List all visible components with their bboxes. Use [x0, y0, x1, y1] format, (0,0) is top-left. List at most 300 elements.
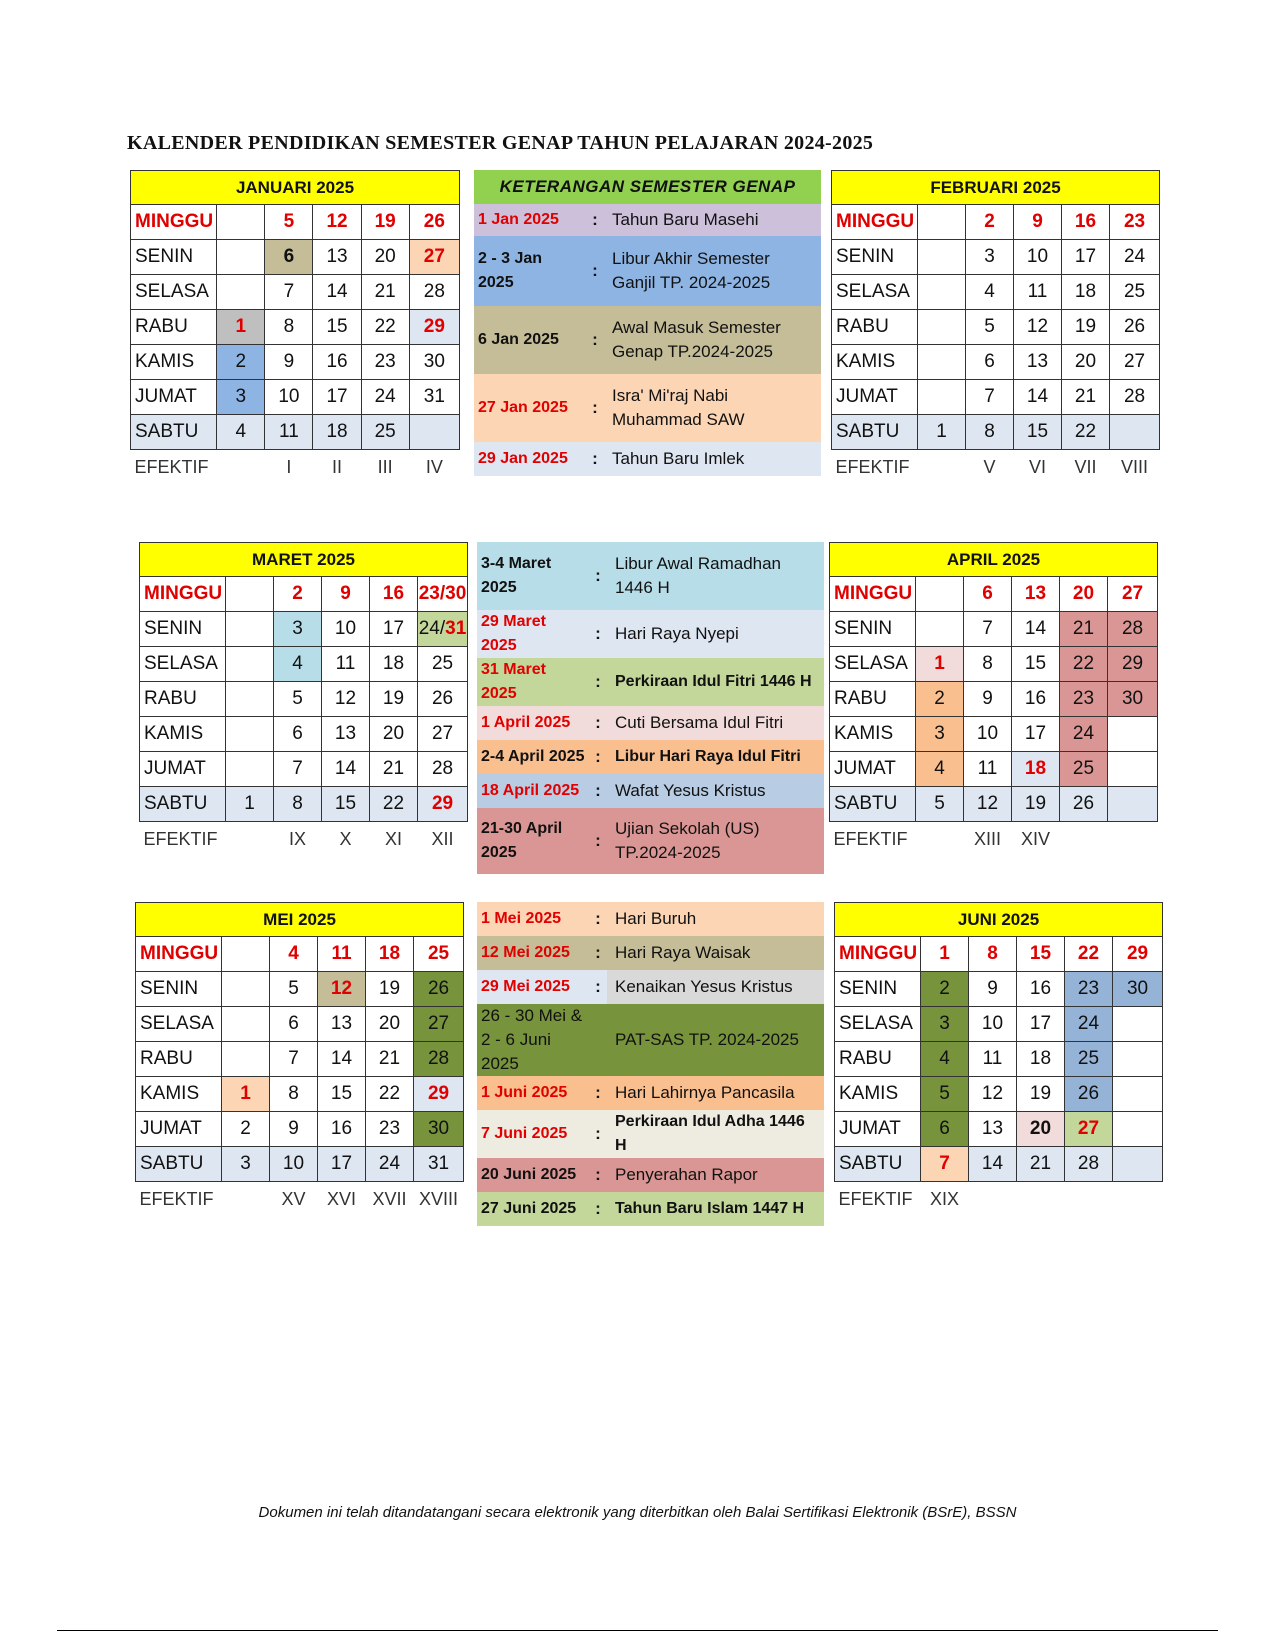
date-cell: 4	[921, 1042, 969, 1077]
week-number: XVIII	[414, 1182, 464, 1217]
date-cell: 2	[916, 682, 964, 717]
efektif-label: EFEKTIF	[140, 822, 226, 857]
minggu-label: MINGGU	[830, 577, 916, 612]
date-cell: 10	[322, 612, 370, 647]
week-number: XIX	[921, 1182, 969, 1217]
legend-date: 20 Juni 2025	[477, 1158, 589, 1192]
date-cell: 19	[370, 682, 418, 717]
date-cell: 13	[318, 1007, 366, 1042]
weekday-label: SELASA	[131, 275, 217, 310]
weekday-label: SABTU	[835, 1147, 921, 1182]
date-cell: 15	[1012, 647, 1060, 682]
week-number: XIII	[964, 822, 1012, 857]
date-cell: 22	[366, 1077, 414, 1112]
date-cell: 22	[361, 310, 409, 345]
date-cell	[226, 717, 274, 752]
legend-separator: :	[589, 1076, 607, 1110]
legend-date: 26 - 30 Mei & 2 - 6 Juni 2025	[477, 1004, 589, 1076]
date-cell	[1108, 752, 1158, 787]
weekday-label: SABTU	[832, 415, 918, 450]
date-cell: 9	[265, 345, 313, 380]
date-cell: 4	[217, 415, 265, 450]
date-cell: 5	[274, 682, 322, 717]
date-cell	[918, 275, 966, 310]
date-cell: 24	[366, 1147, 414, 1182]
sunday-date	[226, 577, 274, 612]
weekday-label: SELASA	[136, 1007, 222, 1042]
date-cell: 2	[222, 1112, 270, 1147]
legend-januari-februari	[474, 170, 821, 476]
calendar-maret	[139, 542, 468, 856]
footer-note: Dokumen ini telah ditandatangani secara elektronik yang diterbitkan oleh Balai Sertifikasi Elektronik (BSrE), BSSN	[258, 1504, 1017, 1521]
legend-separator: :	[589, 774, 607, 808]
date-cell: 16	[313, 345, 361, 380]
weekday-label: RABU	[832, 310, 918, 345]
date-cell: 1	[217, 310, 265, 345]
date-cell: 29	[409, 310, 459, 345]
date-cell: 19	[1062, 310, 1110, 345]
week-number	[217, 450, 265, 485]
weekday-label: RABU	[835, 1042, 921, 1077]
week-number: I	[265, 450, 313, 485]
date-cell	[1113, 1112, 1163, 1147]
date-cell	[226, 647, 274, 682]
sunday-date: 11	[318, 937, 366, 972]
legend-separator: :	[589, 936, 607, 970]
legend-text: Cuti Bersama Idul Fitri	[607, 706, 824, 740]
date-cell: 14	[1014, 380, 1062, 415]
legend-date: 29 Jan 2025	[474, 442, 586, 476]
legend-text: Tahun Baru Islam 1447 H	[607, 1192, 824, 1226]
legend-separator: :	[586, 442, 604, 476]
legend-text: Perkiraan Idul Fitri 1446 H	[607, 658, 824, 706]
date-cell	[1113, 1147, 1163, 1182]
weekday-label: KAMIS	[140, 717, 226, 752]
legend-text: Kenaikan Yesus Kristus	[607, 970, 824, 1004]
date-cell: 19	[1012, 787, 1060, 822]
legend-separator	[589, 1004, 607, 1076]
date-cell: 29	[418, 787, 468, 822]
legend-date: 21-30 April 2025	[477, 808, 589, 874]
date-cell	[409, 415, 459, 450]
legend-separator: :	[589, 740, 607, 774]
week-number: VII	[1062, 450, 1110, 485]
date-cell: 19	[1017, 1077, 1065, 1112]
legend-text: Ujian Sekolah (US) TP.2024-2025	[607, 808, 824, 874]
date-cell: 24	[1065, 1007, 1113, 1042]
date-cell	[918, 380, 966, 415]
date-cell	[1108, 717, 1158, 752]
weekday-label: SENIN	[131, 240, 217, 275]
sunday-date: 12	[313, 205, 361, 240]
sunday-date: 23/30	[418, 577, 468, 612]
legend-date: 18 April 2025	[477, 774, 589, 808]
date-cell: 3	[222, 1147, 270, 1182]
weekday-label: RABU	[136, 1042, 222, 1077]
legend-text: Tahun Baru Masehi	[604, 204, 821, 236]
date-cell: 19	[366, 972, 414, 1007]
date-cell: 3	[274, 612, 322, 647]
weekday-label: JUMAT	[832, 380, 918, 415]
date-cell: 11	[964, 752, 1012, 787]
week-number: X	[322, 822, 370, 857]
date-cell: 12	[964, 787, 1012, 822]
date-cell: 7	[274, 752, 322, 787]
legend-date: 12 Mei 2025	[477, 936, 589, 970]
weekday-label: SENIN	[830, 612, 916, 647]
weekday-label: SABTU	[136, 1147, 222, 1182]
date-cell: 8	[964, 647, 1012, 682]
week-number: XII	[418, 822, 468, 857]
date-cell: 13	[313, 240, 361, 275]
date-cell: 8	[274, 787, 322, 822]
weekday-label: RABU	[131, 310, 217, 345]
date-cell: 28	[1108, 612, 1158, 647]
weekday-label: JUMAT	[830, 752, 916, 787]
date-cell: 3	[217, 380, 265, 415]
date-cell: 17	[313, 380, 361, 415]
legend-date: 27 Juni 2025	[477, 1192, 589, 1226]
weekday-label: SENIN	[140, 612, 226, 647]
date-cell: 29	[414, 1077, 464, 1112]
weekday-label: SABTU	[131, 415, 217, 450]
date-cell: 23	[361, 345, 409, 380]
date-cell: 4	[274, 647, 322, 682]
date-cell: 3	[921, 1007, 969, 1042]
date-cell: 26	[1065, 1077, 1113, 1112]
sunday-date	[217, 205, 265, 240]
footer-rule	[57, 1630, 1218, 1631]
date-cell: 28	[409, 275, 459, 310]
week-number	[1108, 822, 1158, 857]
legend-date: 1 Jan 2025	[474, 204, 586, 236]
week-number	[1065, 1182, 1113, 1217]
legend-separator: :	[586, 306, 604, 374]
legend-separator: :	[589, 1192, 607, 1226]
month-title: JANUARI 2025	[131, 171, 460, 205]
sunday-date: 23	[1110, 205, 1160, 240]
weekday-label: SABTU	[830, 787, 916, 822]
legend-date: 7 Juni 2025	[477, 1110, 589, 1158]
date-cell: 17	[1062, 240, 1110, 275]
date-cell: 8	[265, 310, 313, 345]
week-number	[918, 450, 966, 485]
legend-date: 1 Mei 2025	[477, 902, 589, 936]
minggu-label: MINGGU	[835, 937, 921, 972]
weekday-label: JUMAT	[140, 752, 226, 787]
week-number	[1017, 1182, 1065, 1217]
date-cell: 27	[1110, 345, 1160, 380]
sunday-date: 4	[270, 937, 318, 972]
date-cell: 20	[370, 717, 418, 752]
week-number	[1113, 1182, 1163, 1217]
week-number: XVII	[366, 1182, 414, 1217]
date-cell	[418, 612, 468, 647]
date-cell: 11	[265, 415, 313, 450]
weekday-label: RABU	[830, 682, 916, 717]
date-cell: 12	[318, 972, 366, 1007]
weekday-label: KAMIS	[832, 345, 918, 380]
date-cell: 28	[418, 752, 468, 787]
date-cell: 28	[1065, 1147, 1113, 1182]
date-cell: 18	[1012, 752, 1060, 787]
legend-date: 6 Jan 2025	[474, 306, 586, 374]
week-number	[1060, 822, 1108, 857]
legend-text: Hari Raya Waisak	[607, 936, 824, 970]
week-number: IX	[274, 822, 322, 857]
date-cell	[226, 682, 274, 717]
sunday-date	[222, 937, 270, 972]
weekday-label: SELASA	[830, 647, 916, 682]
date-cell: 6	[274, 717, 322, 752]
week-number: XVI	[318, 1182, 366, 1217]
date-cell: 22	[1060, 647, 1108, 682]
week-number: V	[966, 450, 1014, 485]
sunday-date: 2	[966, 205, 1014, 240]
weekday-label: SELASA	[832, 275, 918, 310]
sunday-date: 2	[274, 577, 322, 612]
date-cell: 18	[370, 647, 418, 682]
date-cell: 14	[313, 275, 361, 310]
calendar-juni	[834, 902, 1163, 1216]
date-cell: 13	[1014, 345, 1062, 380]
week-number: XIV	[1012, 822, 1060, 857]
week-number: IV	[409, 450, 459, 485]
sunday-date: 18	[366, 937, 414, 972]
date-cell: 12	[969, 1077, 1017, 1112]
date-cell	[918, 240, 966, 275]
weekday-label: SENIN	[832, 240, 918, 275]
date-cell: 20	[1062, 345, 1110, 380]
date-cell: 3	[966, 240, 1014, 275]
sunday-date: 25	[414, 937, 464, 972]
date-cell: 17	[1012, 717, 1060, 752]
sunday-date: 22	[1065, 937, 1113, 972]
date-cell: 23	[1060, 682, 1108, 717]
week-number: XV	[270, 1182, 318, 1217]
legend-maret-april	[477, 542, 824, 874]
date-cell: 7	[966, 380, 1014, 415]
date-cell: 4	[966, 275, 1014, 310]
legend-text: PAT-SAS TP. 2024-2025	[607, 1004, 824, 1076]
date-cell: 20	[1017, 1112, 1065, 1147]
efektif-label: EFEKTIF	[835, 1182, 921, 1217]
date-cell	[226, 612, 274, 647]
date-cell: 10	[265, 380, 313, 415]
date-cell: 23	[366, 1112, 414, 1147]
efektif-label: EFEKTIF	[131, 450, 217, 485]
legend-text: Hari Lahirnya Pancasila	[607, 1076, 824, 1110]
legend-date: 1 Juni 2025	[477, 1076, 589, 1110]
date-part-holiday: 31	[445, 618, 467, 639]
minggu-label: MINGGU	[136, 937, 222, 972]
week-number	[969, 1182, 1017, 1217]
legend-text: Wafat Yesus Kristus	[607, 774, 824, 808]
weekday-label: SENIN	[835, 972, 921, 1007]
month-title: FEBRUARI 2025	[832, 171, 1160, 205]
weekday-label: SENIN	[136, 972, 222, 1007]
date-cell: 9	[969, 972, 1017, 1007]
date-cell: 30	[1113, 972, 1163, 1007]
week-number	[226, 822, 274, 857]
legend-separator: :	[586, 374, 604, 442]
date-cell: 2	[217, 345, 265, 380]
date-cell: 2	[921, 972, 969, 1007]
date-cell: 26	[1110, 310, 1160, 345]
date-cell	[226, 752, 274, 787]
legend-date: 2-4 April 2025	[477, 740, 589, 774]
month-title: MEI 2025	[136, 903, 464, 937]
date-cell: 6	[966, 345, 1014, 380]
date-cell: 26	[418, 682, 468, 717]
date-cell: 17	[1017, 1007, 1065, 1042]
date-cell: 27	[409, 240, 459, 275]
date-cell: 13	[322, 717, 370, 752]
legend-separator: :	[589, 1110, 607, 1158]
date-cell: 15	[1014, 415, 1062, 450]
date-cell: 1	[226, 787, 274, 822]
calendar-januari	[130, 170, 460, 484]
date-cell: 24	[1060, 717, 1108, 752]
sunday-date: 9	[1014, 205, 1062, 240]
sunday-date: 16	[1062, 205, 1110, 240]
date-cell: 16	[1012, 682, 1060, 717]
legend-mei-juni	[477, 902, 824, 1226]
date-cell: 24	[1110, 240, 1160, 275]
date-cell: 12	[1014, 310, 1062, 345]
date-part: 24/	[418, 618, 446, 639]
date-cell: 1	[918, 415, 966, 450]
date-cell: 7	[265, 275, 313, 310]
legend-date: 31 Maret 2025	[477, 658, 589, 706]
date-cell: 14	[969, 1147, 1017, 1182]
legend-separator: :	[589, 542, 607, 610]
weekday-label: SABTU	[140, 787, 226, 822]
date-cell: 30	[414, 1112, 464, 1147]
date-cell: 14	[1012, 612, 1060, 647]
date-cell	[918, 310, 966, 345]
date-cell: 16	[1017, 972, 1065, 1007]
sunday-date: 5	[265, 205, 313, 240]
date-cell: 23	[1065, 972, 1113, 1007]
date-cell: 12	[322, 682, 370, 717]
legend-separator: :	[586, 204, 604, 236]
date-cell: 13	[969, 1112, 1017, 1147]
week-number	[222, 1182, 270, 1217]
legend-date: 29 Maret 2025	[477, 610, 589, 658]
date-cell: 25	[361, 415, 409, 450]
sunday-date: 26	[409, 205, 459, 240]
date-cell: 7	[964, 612, 1012, 647]
date-cell: 11	[1014, 275, 1062, 310]
date-cell: 27	[1065, 1112, 1113, 1147]
date-cell	[222, 972, 270, 1007]
legend-date: 2 - 3 Jan 2025	[474, 236, 586, 306]
weekday-label: KAMIS	[835, 1077, 921, 1112]
legend-text: Hari Buruh	[607, 902, 824, 936]
legend-separator: :	[589, 808, 607, 874]
weekday-label: JUMAT	[131, 380, 217, 415]
legend-text: Libur Hari Raya Idul Fitri	[607, 740, 824, 774]
date-cell: 22	[1062, 415, 1110, 450]
minggu-label: MINGGU	[140, 577, 226, 612]
sunday-date: 16	[370, 577, 418, 612]
week-number: II	[313, 450, 361, 485]
date-cell: 29	[1108, 647, 1158, 682]
legend-separator: :	[589, 970, 607, 1004]
date-cell: 11	[322, 647, 370, 682]
legend-text: Libur Akhir Semester Ganjil TP. 2024-2025	[604, 236, 821, 306]
date-cell: 10	[1014, 240, 1062, 275]
date-cell: 31	[409, 380, 459, 415]
date-cell: 20	[366, 1007, 414, 1042]
date-cell: 14	[318, 1042, 366, 1077]
date-cell: 18	[313, 415, 361, 450]
legend-date: 3-4 Maret 2025	[477, 542, 589, 610]
minggu-label: MINGGU	[832, 205, 918, 240]
date-cell: 17	[318, 1147, 366, 1182]
date-cell	[222, 1042, 270, 1077]
sunday-date: 29	[1113, 937, 1163, 972]
date-cell: 21	[370, 752, 418, 787]
efektif-label: EFEKTIF	[136, 1182, 222, 1217]
calendar-februari	[831, 170, 1160, 484]
date-cell: 17	[370, 612, 418, 647]
date-cell: 21	[361, 275, 409, 310]
date-cell: 1	[222, 1077, 270, 1112]
sunday-date	[918, 205, 966, 240]
date-cell	[1113, 1077, 1163, 1112]
date-cell: 26	[414, 972, 464, 1007]
date-cell: 31	[414, 1147, 464, 1182]
date-cell: 30	[1108, 682, 1158, 717]
date-cell: 25	[1110, 275, 1160, 310]
date-cell: 8	[966, 415, 1014, 450]
week-number: VI	[1014, 450, 1062, 485]
sunday-date: 9	[322, 577, 370, 612]
sunday-date: 8	[969, 937, 1017, 972]
date-cell: 6	[265, 240, 313, 275]
date-cell: 1	[916, 647, 964, 682]
date-cell: 7	[270, 1042, 318, 1077]
legend-separator: :	[589, 658, 607, 706]
date-cell	[1110, 415, 1160, 450]
legend-text: Perkiraan Idul Adha 1446 H	[607, 1110, 824, 1158]
date-cell: 14	[322, 752, 370, 787]
legend-separator: :	[586, 236, 604, 306]
date-cell: 28	[414, 1042, 464, 1077]
date-cell: 5	[921, 1077, 969, 1112]
month-title: MARET 2025	[140, 543, 468, 577]
weekday-label: RABU	[140, 682, 226, 717]
legend-text: Hari Raya Nyepi	[607, 610, 824, 658]
date-cell: 6	[921, 1112, 969, 1147]
date-cell: 21	[1062, 380, 1110, 415]
date-cell: 26	[1060, 787, 1108, 822]
week-number: XI	[370, 822, 418, 857]
calendar-april	[829, 542, 1158, 856]
legend-text: Tahun Baru Imlek	[604, 442, 821, 476]
legend-date: 27 Jan 2025	[474, 374, 586, 442]
sunday-date: 1	[921, 937, 969, 972]
date-cell: 22	[370, 787, 418, 822]
weekday-label: JUMAT	[136, 1112, 222, 1147]
page-title: KALENDER PENDIDIKAN SEMESTER GENAP TAHUN PELAJARAN 2024-2025	[127, 132, 874, 154]
date-cell: 15	[322, 787, 370, 822]
date-cell: 10	[969, 1007, 1017, 1042]
date-cell: 18	[1017, 1042, 1065, 1077]
date-cell: 21	[1017, 1147, 1065, 1182]
